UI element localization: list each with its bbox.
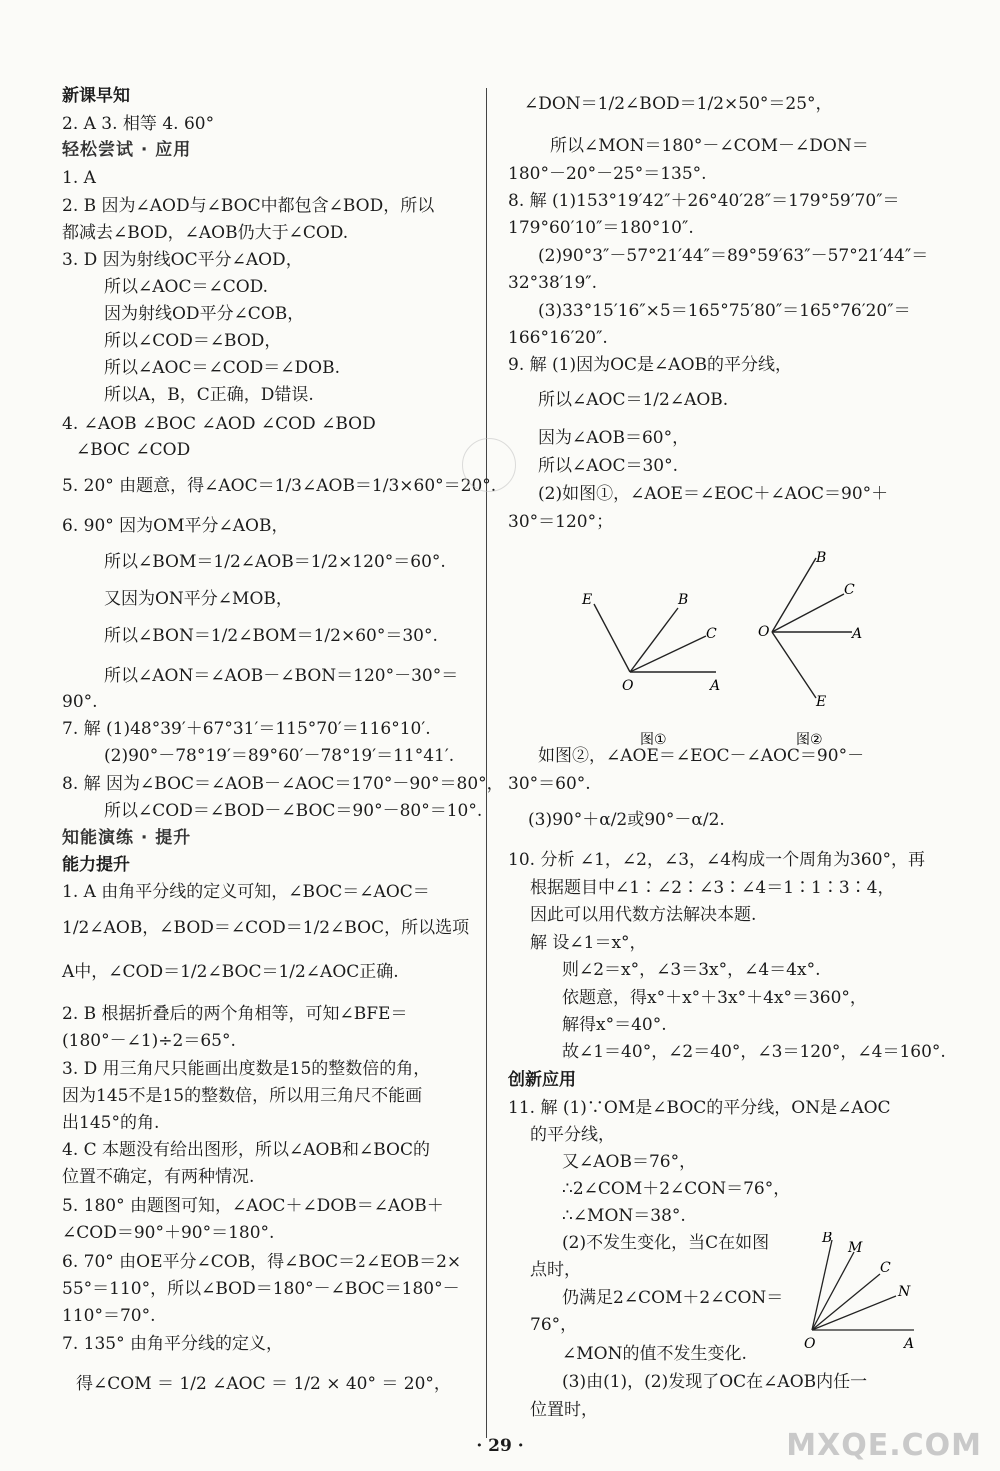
answer-line: (3)90°＋α/2或90°－α/2. [528,810,725,830]
answer-line: 11. 解 (1)∵OM是∠BOC的平分线，ON是∠AOC [508,1098,891,1118]
answer-line: 所以∠AON＝∠AOB－∠BON＝120°－30°＝ [104,666,459,686]
label-c: C [880,1260,891,1276]
figure-1-caption: 图① [640,732,667,748]
label-b: B [678,592,689,608]
answer-line: 30°＝60°. [508,774,591,794]
section-heading: 轻松尝试 · 应用 [62,140,192,160]
figure-1-diagram [570,548,720,748]
answer-line: 因为射线OD平分∠COB， [104,304,305,324]
label-o: O [758,624,770,640]
answer-line: 8. 解 因为∠BOC＝∠AOB－∠AOC＝170°－90°＝80°， [62,774,504,794]
answer-line: 又∠AOB＝76°， [562,1152,697,1172]
answer-line: 所以∠AOC＝∠COD. [104,277,269,297]
answer-line: 32°38′19″. [508,273,598,293]
answer-line: 又因为ON平分∠MOB， [104,589,293,609]
column-divider [486,88,487,1438]
label-a: A [904,1336,915,1352]
answer-line: (2)不发生变化，当C在如图 [562,1233,770,1253]
figure-2-diagram [752,548,882,758]
answer-line: 出145°的角. [62,1113,160,1133]
answer-line: 仍满足2∠COM＋2∠CON＝ [562,1288,784,1308]
answer-line: 166°16′20″. [508,328,608,348]
answer-line: 所以∠AOC＝1/2∠AOB. [538,390,729,410]
label-a: A [852,626,863,642]
figure-3 [792,1232,932,1366]
label-c: C [844,582,855,598]
answer-line: 所以∠COD＝∠BOD－∠BOC＝90°－80°＝10°. [104,801,483,821]
answer-line: 76°， [530,1315,578,1335]
answer-line: 都减去∠BOD，∠AOB仍大于∠COD. [62,223,349,243]
answer-line: 点时， [530,1260,581,1280]
section-heading: 创新应用 [508,1070,576,1090]
answer-line: 所以∠BOM＝1/2∠AOB＝1/2×120°＝60°. [104,552,446,572]
section-heading: 新课早知 [62,86,130,106]
answer-line: 30°＝120°； [508,512,614,532]
answer-line: 2. A 3. 相等 4. 60° [62,114,215,134]
label-n: N [898,1284,911,1300]
answer-line: (3)由(1)，(2)发现了OC在∠AOB内任一 [562,1372,868,1392]
answer-line: 所以∠AOC＝30°. [538,456,679,476]
answer-line: (2)90°－78°19′＝89°60′－78°19′＝11°41′. [104,746,455,766]
answer-line: A中，∠COD＝1/2∠BOC＝1/2∠AOC正确. [62,962,399,982]
label-o: O [622,678,634,694]
answer-line: 7. 135° 由角平分线的定义， [62,1334,283,1354]
label-b: B [822,1232,833,1246]
answer-line: ∴∠MON＝38°. [562,1206,686,1226]
answer-line: 的平分线， [530,1125,615,1145]
answer-line: ∠MON的值不发生变化. [562,1344,747,1364]
answer-line: 所以∠MON＝180°－∠COM－∠DON＝ [550,136,869,156]
stamp-mark [462,438,516,492]
answer-line: 因为∠AOB＝60°， [538,428,690,448]
answer-line: 7. 解 (1)48°39′＋67°31′＝115°70′＝116°10′. [62,719,431,739]
answer-line: ∠COD＝90°＋90°＝180°. [62,1223,275,1243]
answer-line: 所以∠COD＝∠BOD， [104,331,282,351]
answer-line: 5. 180° 由题图可知，∠AOC＋∠DOB＝∠AOB＋ [62,1196,444,1216]
answer-line: 6. 70° 由OE平分∠COB，得∠BOC＝2∠EOB＝2× [62,1252,462,1272]
answer-line: 因为145不是15的整数倍，所以用三角尺不能画 [62,1086,423,1106]
label-o: O [804,1336,816,1352]
answer-line: 则∠2＝x°，∠3＝3x°，∠4＝4x°. [562,960,821,980]
page-number: · 29 · [476,1436,524,1456]
answer-line: 8. 解 (1)153°19′42″＋26°40′28″＝179°59′70″＝ [508,191,900,211]
answer-line: 110°＝70°. [62,1306,156,1326]
answer-line: (3)33°15′16″×5＝165°75′80″＝165°76′20″＝ [538,301,911,321]
figure-3-diagram [792,1232,932,1362]
label-c: C [706,626,717,642]
answer-line: 1/2∠AOB，∠BOD＝∠COD＝1/2∠BOC，所以选项 [62,918,470,938]
answer-line: 55°＝110°，所以∠BOD＝180°－∠BOC＝180°－ [62,1279,460,1299]
answer-line: 1. A 由角平分线的定义可知，∠BOC＝∠AOC＝ [62,882,430,902]
answer-line: ∠BOC ∠COD [76,440,191,460]
answer-line: (2)90°3″－57°21′44″＝89°59′63″－57°21′44″＝ [538,246,929,266]
answer-line: 所以∠BON＝1/2∠BOM＝1/2×60°＝30°. [104,626,438,646]
answer-line: 1. A [62,168,96,188]
answer-line: 位置时， [530,1400,598,1420]
answer-line: 位置不确定，有两种情况. [62,1167,255,1187]
answer-line: 依题意，得x°＋x°＋3x°＋4x°＝360°， [562,988,867,1008]
label-b: B [816,550,827,566]
answer-line: 179°60′10″＝180°10″. [508,218,694,238]
answer-line: 4. ∠AOB ∠BOC ∠AOD ∠COD ∠BOD [62,414,376,434]
answer-line: 4. C 本题没有给出图形，所以∠AOB和∠BOC的 [62,1140,430,1160]
label-e: E [582,592,593,608]
figure-2 [752,548,882,762]
section-heading: 知能演练 · 提升 [62,828,192,848]
answer-line: 根据题目中∠1∶∠2∶∠3∶∠4＝1∶1∶3∶4， [530,878,895,898]
answer-line: (180°－∠1)÷2＝65°. [62,1031,236,1051]
answer-line: 180°－20°－25°＝135°. [508,164,707,184]
answer-line: ∴2∠COM＋2∠CON＝76°， [562,1179,791,1199]
figure-1 [570,548,720,752]
answer-line: 90°. [62,692,98,712]
label-m: M [848,1240,863,1256]
label-a: A [710,678,720,694]
answer-line: ∠DON＝1/2∠BOD＝1/2×50°＝25°， [524,94,833,114]
section-heading: 能力提升 [62,855,130,875]
answer-line: 2. B 因为∠AOD与∠BOC中都包含∠BOD，所以 [62,196,435,216]
answer-line: 10. 分析 ∠1，∠2，∠3，∠4构成一个周角为360°，再 [508,850,926,870]
answer-line: 3. D 用三角尺只能画出度数是15的整数倍的角， [62,1059,431,1079]
answer-line: 故∠1＝40°，∠2＝40°，∠3＝120°，∠4＝160°. [562,1042,946,1062]
answer-line: 所以A，B，C正确，D错误. [104,385,314,405]
answer-line: 2. B 根据折叠后的两个角相等，可知∠BFE＝ [62,1004,408,1024]
answer-line: 6. 90° 因为OM平分∠AOB， [62,516,289,536]
answer-line: 所以∠AOC＝∠COD＝∠DOB. [104,358,340,378]
answer-line: 如图②，∠AOE＝∠EOC－∠AOC＝90°－ [538,746,865,766]
answer-line: 解得x°＝40°. [562,1015,667,1035]
answer-line: 9. 解 (1)因为OC是∠AOB的平分线， [508,355,793,375]
answer-line: 解 设∠1＝x°， [530,933,647,953]
answer-line: 得∠COM ＝ 1/2 ∠AOC ＝ 1/2 × 40° ＝ 20°， [76,1374,451,1394]
answer-line: 因此可以用代数方法解决本题. [530,905,757,925]
answer-line: (2)如图①，∠AOE＝∠EOC＋∠AOC＝90°＋ [538,484,889,504]
figure-2-caption: 图② [796,732,823,748]
label-e: E [816,694,827,710]
watermark: MXQE.COM [786,1428,982,1463]
answer-line: 3. D 因为射线OC平分∠AOD， [62,250,303,270]
answer-line: 5. 20° 由题意，得∠AOC＝1/3∠AOB＝1/3×60°＝20°. [62,476,497,496]
